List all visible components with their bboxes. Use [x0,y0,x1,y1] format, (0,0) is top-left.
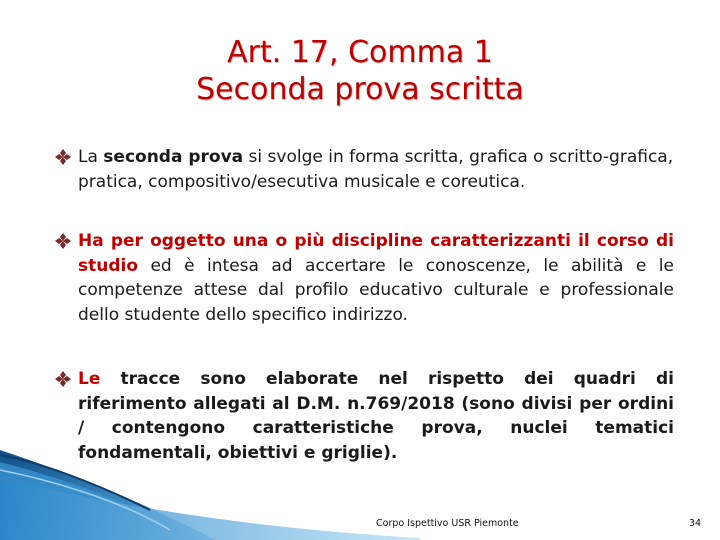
bullet-item-2 [54,229,674,327]
slide-title [0,34,720,108]
diamond-clover-icon [54,370,72,388]
highlight-phrase: Ha per oggetto una o più discipline caratterizzanti il corso di studio [78,231,674,276]
bullet-text-1: La seconda prova si svolge in forma scritta, grafica o scritto-grafica, pratica, compositivo/esecutiva musicale e coreutica. [78,147,674,192]
footer-label: Corpo Ispettivo USR Piemonte [376,518,519,529]
bullet-item-1 [54,145,674,194]
page-number: 34 [689,518,702,529]
bullet-text-2: Ha per oggetto una o più discipline caratterizzanti il corso di studio ed è intesa ad accertare le conoscenze, le abilità e le competenze attese dal profilo educativo culturale e professionale dello studente dello specifico indirizzo. [78,231,674,325]
bold-phrase: seconda prova [103,147,244,167]
bullet-text-3: Le tracce sono elaborate nel rispetto dei quadri di riferimento allegati al D.M. n.769/2018 (sono divisi per ordini / contengono caratteristiche prova, nuclei tematici fondamentali, obiettivi e griglie). [78,369,674,463]
title-line-1: Art. 17, Comma 1 [227,35,493,70]
diamond-clover-icon [54,148,72,166]
diamond-clover-icon [54,232,72,250]
highlight-word: Le [78,369,101,389]
bullet-item-3 [54,367,674,465]
title-line-2: Seconda prova scritta [196,72,524,107]
